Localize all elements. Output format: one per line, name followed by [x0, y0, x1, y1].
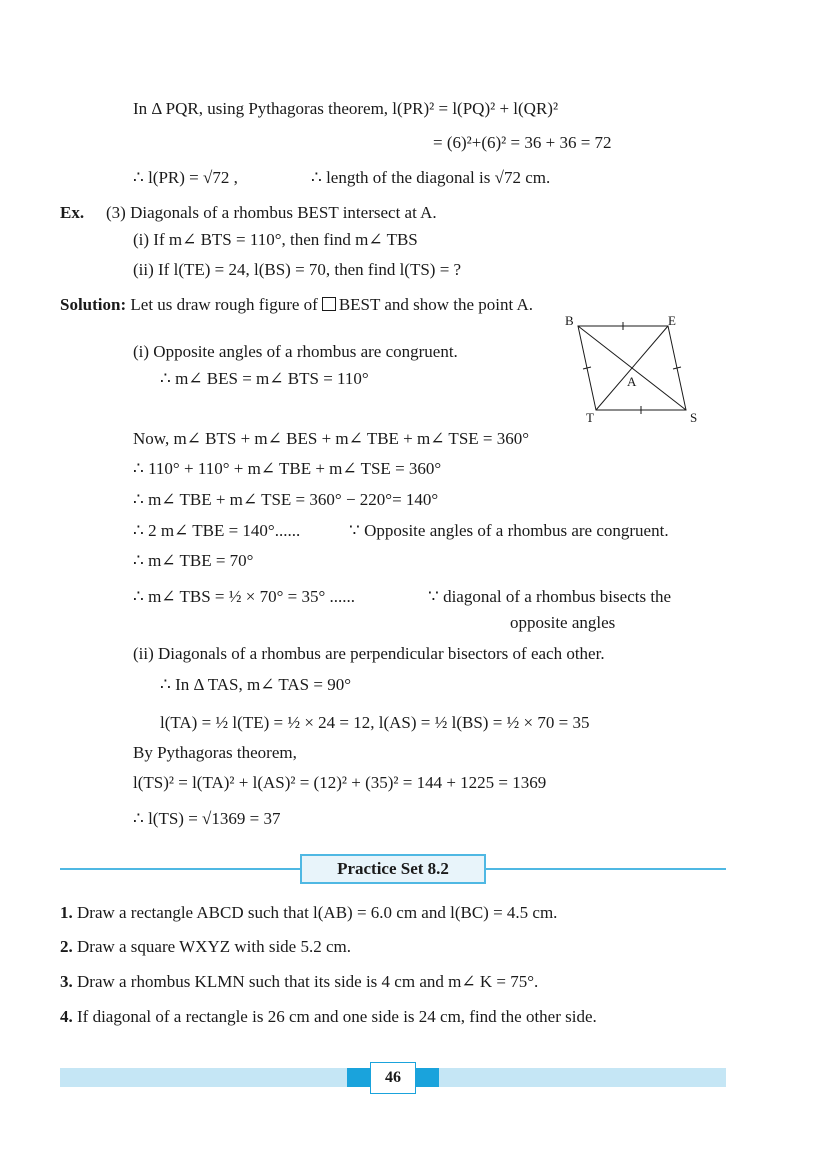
- text-line: In Δ PQR, using Pythagoras theorem, l(PR)² = l(PQ)² + l(QR)²: [133, 99, 559, 118]
- example-label: Ex.: [60, 203, 85, 222]
- text-line: = (6)²+(6)² = 36 + 36 = 72: [433, 133, 612, 152]
- text-line: ∴ l(PR) = √72 ,: [133, 168, 238, 187]
- text-line: l(TA) = ½ l(TE) = ½ × 24 = 12, l(AS) = ½ l(BS) = ½ × 70 = 35: [160, 713, 590, 732]
- text-line: ∴ m∠ TBS = ½ × 70° = 35° ......: [133, 587, 356, 606]
- vertex-label-e: E: [668, 313, 676, 328]
- text-line: ∵ Opposite angles of a rhombus are congruent.: [349, 521, 669, 540]
- text-line: ∴ 2 m∠ TBE = 140°......: [133, 521, 301, 540]
- practice-rule-left: [60, 868, 300, 870]
- rhombus-figure: [560, 312, 710, 428]
- practice-rule-right: [486, 868, 726, 870]
- text-line: ∴ length of the diagonal is √72 cm.: [311, 168, 551, 187]
- text-line: l(TS)² = l(TA)² + l(AS)² = (12)² + (35)² = 144 + 1225 = 1369: [133, 773, 547, 792]
- text-line: Now, m∠ BTS + m∠ BES + m∠ TBE + m∠ TSE = 360°: [133, 429, 530, 448]
- text-line: (i) Opposite angles of a rhombus are congruent.: [133, 342, 458, 361]
- solution-text-post: BEST and show the point A.: [338, 295, 534, 314]
- text-line: By Pythagoras theorem,: [133, 743, 297, 762]
- intersection-label-a: A: [627, 374, 637, 389]
- practice-item: 1. Draw a rectangle ABCD such that l(AB) = 6.0 cm and l(BC) = 4.5 cm.: [60, 903, 558, 922]
- text-line: opposite angles: [510, 613, 616, 632]
- text-line: (3) Diagonals of a rhombus BEST intersect at A.: [106, 203, 437, 222]
- practice-item: 3. Draw a rhombus KLMN such that its side is 4 cm and m∠ K = 75°.: [60, 972, 539, 991]
- practice-set-title: Practice Set 8.2: [300, 854, 486, 884]
- practice-item: 4. If diagonal of a rectangle is 26 cm and one side is 24 cm, find the other side.: [60, 1007, 597, 1026]
- text-line: (ii) If l(TE) = 24, l(BS) = 70, then find l(TS) = ?: [133, 260, 462, 279]
- quadrilateral-symbol-icon: [322, 297, 336, 311]
- solution-label: Solution:: [60, 295, 127, 314]
- text-line: ∵ diagonal of a rhombus bisects the: [428, 587, 672, 606]
- text-line: ∴ 110° + 110° + m∠ TBE + m∠ TSE = 360°: [133, 459, 442, 478]
- vertex-label-t: T: [586, 410, 594, 425]
- solution-line: [60, 294, 533, 316]
- text-line: ∴ m∠ TBE = 70°: [133, 551, 254, 570]
- text-line: ∴ m∠ BES = m∠ BTS = 110°: [160, 369, 369, 388]
- page-number: 46: [370, 1062, 416, 1094]
- vertex-label-s: S: [690, 410, 698, 425]
- practice-item: 2. Draw a square WXYZ with side 5.2 cm.: [60, 937, 351, 956]
- text-line: (ii) Diagonals of a rhombus are perpendicular bisectors of each other.: [133, 644, 605, 663]
- solution-text-pre: Let us draw rough figure of: [130, 295, 318, 314]
- footer-accent-right: [416, 1068, 439, 1087]
- text-line: (i) If m∠ BTS = 110°, then find m∠ TBS: [133, 230, 418, 249]
- text-line: ∴ m∠ TBE + m∠ TSE = 360° − 220°= 140°: [133, 490, 439, 509]
- footer-accent-left: [347, 1068, 370, 1087]
- vertex-label-b: B: [565, 313, 574, 328]
- text-line: ∴ l(TS) = √1369 = 37: [133, 809, 281, 828]
- text-line: ∴ In Δ TAS, m∠ TAS = 90°: [160, 675, 352, 694]
